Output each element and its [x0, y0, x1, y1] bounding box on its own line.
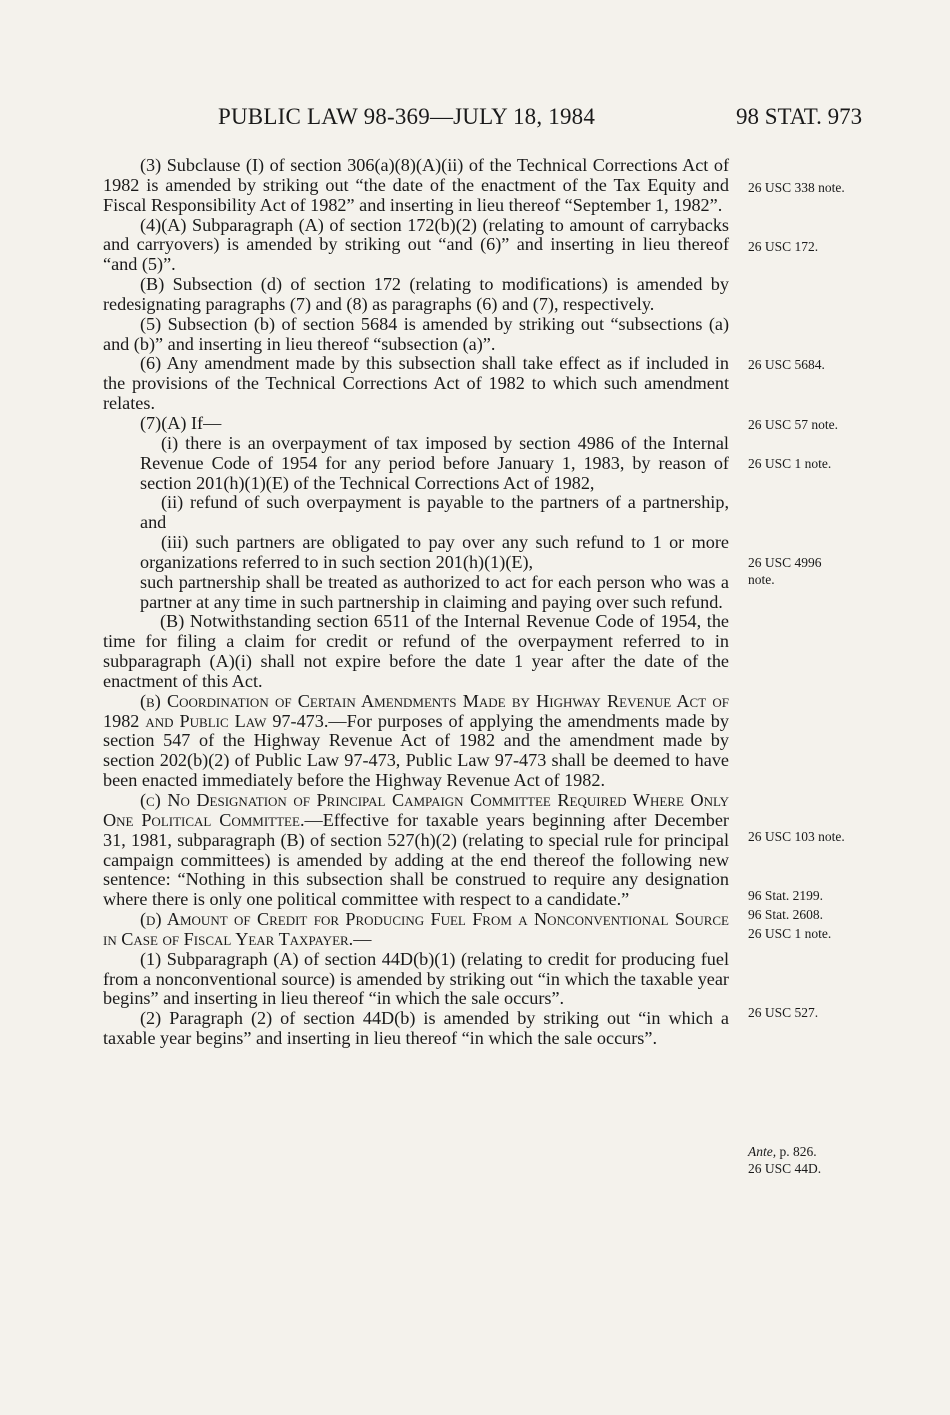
paragraph-4b: (B) Subsection (d) of section 172 (relating to modifications) is amended by redesignating paragraphs (7) and (8) as paragraphs (6) and (7), respectively.	[103, 274, 729, 314]
subsection-c	[103, 791, 729, 910]
margin-note: 26 USC 103 note.	[748, 829, 845, 844]
subsection-d-text: —	[353, 928, 372, 949]
paragraph-5: (5) Subsection (b) of section 5684 is amended by striking out “subsections (a) and (b)” and inserting in lieu thereof “subsection (a)”.	[103, 313, 729, 354]
paragraph-7a: (7)(A) If—	[140, 412, 222, 433]
margin-note: 26 USC 1 note.	[748, 456, 832, 471]
paragraph-7b: (B) Notwithstanding section 6511 of the Internal Revenue Code of 1954, the time for filing a claim for credit or refund of the overpayment referred to in subparagraph (A)(i) shall not expire before the date 1 year after the date of the enactment of this Act.	[103, 611, 729, 691]
page-title: PUBLIC LAW 98-369—JULY 18, 1984	[218, 104, 596, 129]
margin-note: 26 USC 527.	[748, 1005, 819, 1020]
statute-text	[103, 156, 729, 1049]
margin-note: 26 USC 4996	[748, 555, 822, 570]
subsection-b-heading: (b) Coordination of Certain Amendments Made by Highway Revenue Act of 1982 and Public Law 97-473.	[103, 690, 729, 731]
clause-7-ii: (ii) refund of such overpayment is payable to the partners of a partnership, and	[140, 492, 729, 533]
margin-note: note.	[748, 572, 775, 587]
subsection-b	[103, 692, 729, 791]
margin-note: 26 USC 44D.	[748, 1161, 822, 1176]
margin-note: 96 Stat. 2199.	[748, 888, 824, 903]
subsection-b-text: —For purposes of applying the amendments made by section 547 of the Highway Revenue Act of 1982 and the amendment made by section 202(b)(2) of Public Law 97-473, Public Law 97-473 shall be deemed to have been enacted immediately before the Highway Revenue Act of 1982.	[103, 710, 729, 791]
clause-7-iii: (iii) such partners are obligated to pay over any such refund to 1 or more organizations referred to in such section 201(h)(1)(E),	[140, 532, 729, 572]
page-header	[0, 104, 950, 134]
ante-page: p. 826.	[776, 1144, 817, 1159]
subsection-d-heading: (d) Amount of Credit for Producing Fuel From a Nonconventional Source in Case of Fiscal Year Taxpayer.	[103, 909, 729, 949]
stat-page-number: 98 STAT. 973	[736, 104, 863, 129]
paragraph-7-flush: such partnership shall be treated as authorized to act for each person who was a partner at any time in such partnership in claiming and paying over such refund.	[140, 571, 729, 612]
subsection-d	[103, 910, 729, 950]
margin-note-ante	[748, 1144, 817, 1159]
clause-7-i: (i) there is an overpayment of tax imposed by section 4986 of the Internal Revenue Code of 1954 for any period before January 1, 1983, by reason of section 201(h)(1)(E) of the Technical Corrections Act of 1982,	[140, 432, 729, 493]
subsection-c-heading: (c) No Designation of Principal Campaign Committee Required Where Only One Political Committee.	[103, 790, 729, 830]
ante-label: Ante,	[748, 1144, 777, 1159]
margin-note: 26 USC 57 note.	[748, 417, 839, 432]
margin-note: 96 Stat. 2608.	[748, 907, 824, 922]
margin-note: 26 USC 1 note.	[748, 926, 832, 941]
margin-note: 26 USC 338 note.	[748, 180, 845, 195]
paragraph-4a: (4)(A) Subparagraph (A) of section 172(b)(2) (relating to amount of carrybacks and carryovers) is amended by striking out “and (6)” and inserting in lieu thereof “and (5)”.	[103, 214, 729, 275]
paragraph-d2: (2) Paragraph (2) of section 44D(b) is amended by striking out “in which a taxable year begins” and inserting in lieu thereof “in which the sale occurs”.	[103, 1008, 729, 1049]
paragraph-d1: (1) Subparagraph (A) of section 44D(b)(1) (relating to credit for producing fuel from a nonconventional source) is amended by striking out “in which the taxable year begins” and inserting in lieu thereof “in which the sale occurs”.	[103, 948, 729, 1009]
subsection-c-text: —Effective for taxable years beginning after December 31, 1981, subparagraph (B) of section 527(h)(2) (relating to special rule for principal campaign committees) is amended by adding at the end thereof the following new sentence: “Nothing in this subsection shall be construed to require any designation where there is only one political committee with respect to a candidate.”	[103, 809, 729, 910]
paragraph-3: (3) Subclause (I) of section 306(a)(8)(A)(ii) of the Technical Corrections Act of 1982 is amended by striking out “the date of the enactment of the Tax Equity and Fiscal Responsibility Act of 1982” and inserting in lieu thereof “September 1, 1982”.	[103, 155, 729, 215]
margin-note: 26 USC 5684.	[748, 357, 825, 372]
margin-note: 26 USC 172.	[748, 239, 819, 254]
paragraph-6: (6) Any amendment made by this subsection shall take effect as if included in the provisions of the Technical Corrections Act of 1982 to which such amendment relates.	[103, 353, 729, 414]
